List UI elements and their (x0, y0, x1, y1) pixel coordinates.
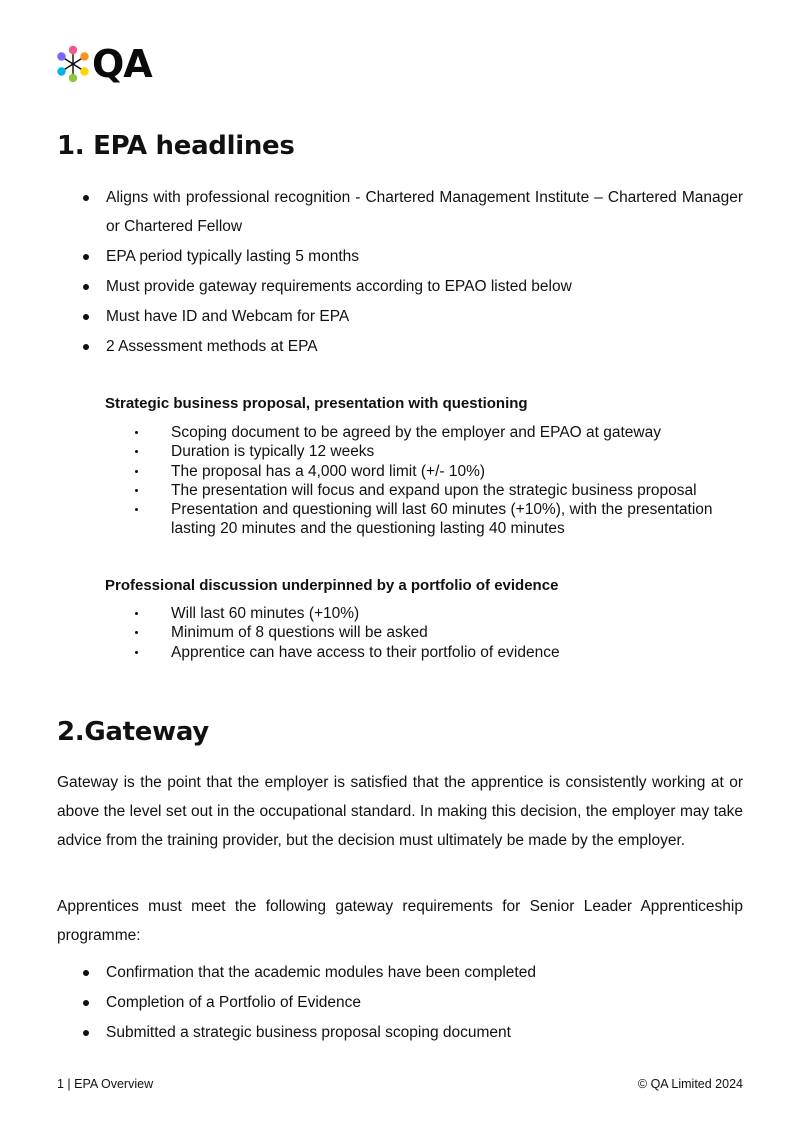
footer-copyright: © QA Limited 2024 (637, 1077, 743, 1091)
logo-dot (57, 52, 65, 60)
logo-dot (80, 52, 88, 60)
method2-list (105, 604, 745, 662)
page-footer (57, 1076, 743, 1092)
list-item: The presentation will focus and expand upon the strategic business proposal (105, 481, 745, 500)
list-item: Must provide gateway requirements according to EPAO listed below (57, 272, 743, 301)
list-item: Duration is typically 12 weeks (105, 442, 745, 461)
list-item: Presentation and questioning will last 60 minutes (+10%), with the presentation lasting 20 minutes and the questioning lasting 40 minutes (105, 500, 745, 539)
list-item: Must have ID and Webcam for EPA (57, 302, 743, 331)
method2-title: Professional discussion underpinned by a portfolio of evidence (105, 577, 559, 594)
logo-wordmark: QA (92, 42, 152, 86)
epa-headlines-list (57, 183, 743, 362)
list-item: Will last 60 minutes (+10%) (105, 604, 745, 623)
list-item: Scoping document to be agreed by the employer and EPAO at gateway (105, 423, 745, 442)
gateway-requirements-list (57, 958, 743, 1048)
gateway-paragraph: Gateway is the point that the employer is satisfied that the apprentice is consistently working at or above the level set out in the occupational standard. In making this decision, the employer may take advice from the training provider, but the decision must ultimately be made by the employer. (57, 774, 743, 849)
logo-dot (69, 46, 77, 54)
method1-title: Strategic business proposal, presentation with questioning (105, 395, 528, 412)
gateway-requirements-intro: Apprentices must meet the following gateway requirements for Senior Leader Apprenticeship programme: (57, 898, 743, 944)
footer-page-label: 1 | EPA Overview (57, 1077, 154, 1091)
list-item: Completion of a Portfolio of Evidence (57, 988, 743, 1017)
logo-dot (57, 67, 65, 75)
list-item: 2 Assessment methods at EPA (57, 332, 743, 361)
list-item: EPA period typically lasting 5 months (57, 242, 743, 271)
section2-heading: 2.Gateway (57, 717, 209, 747)
list-item: Submitted a strategic business proposal scoping document (57, 1018, 743, 1047)
qa-logo (56, 44, 152, 84)
list-item: Confirmation that the academic modules have been completed (57, 958, 743, 987)
list-item: Minimum of 8 questions will be asked (105, 623, 745, 642)
list-item: Apprentice can have access to their portfolio of evidence (105, 643, 745, 662)
logo-dot (69, 74, 77, 82)
list-item: The proposal has a 4,000 word limit (+/- 10%) (105, 462, 745, 481)
section1-heading: 1. EPA headlines (57, 131, 295, 161)
qa-logo-icon (56, 44, 90, 84)
method1-list (105, 423, 745, 539)
logo-dot (80, 67, 88, 75)
list-item: Aligns with professional recognition - Chartered Management Institute – Chartered Manager or Chartered Fellow (57, 183, 743, 241)
